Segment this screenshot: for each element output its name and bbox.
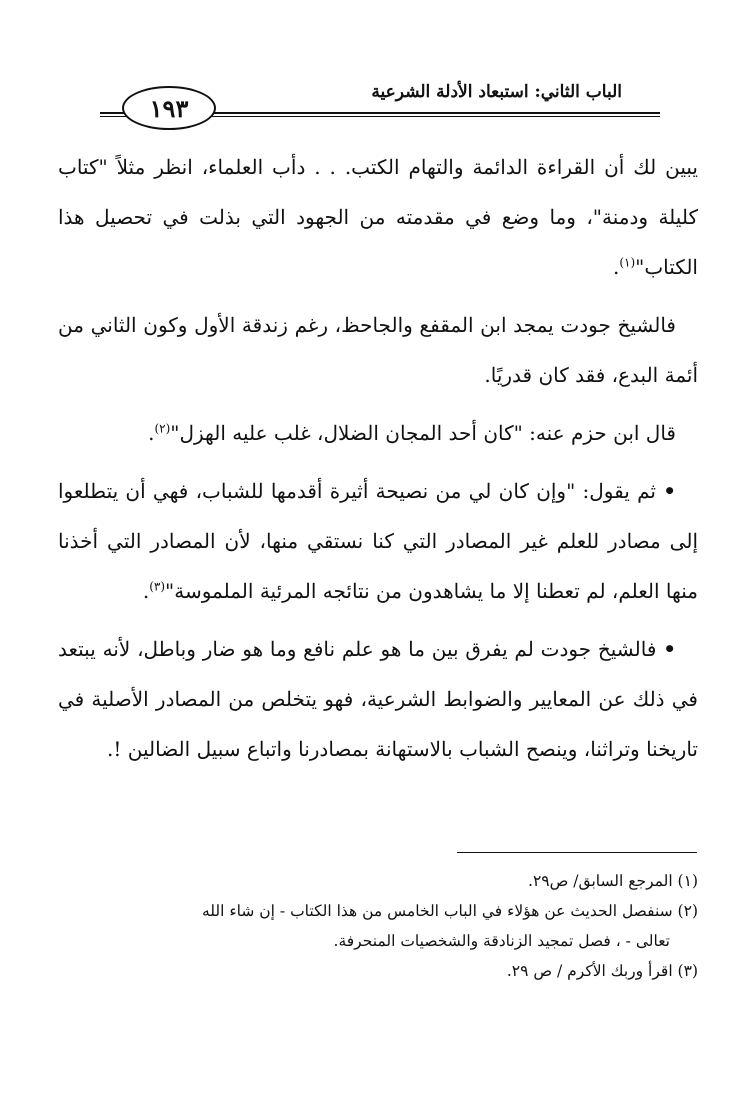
bullet-icon: • xyxy=(663,479,676,503)
footnote-separator xyxy=(457,852,697,853)
footnote-ref-3: (٣) xyxy=(149,579,166,594)
page-number-badge xyxy=(122,86,216,130)
footnote-1: (١) المرجع السابق/ ص٢٩. xyxy=(528,872,698,890)
footnote-ref-1: (١) xyxy=(619,255,636,270)
bullet-icon: • xyxy=(663,637,677,661)
running-title: الباب الثاني: استبعاد الأدلة الشرعية xyxy=(367,82,626,102)
body-text xyxy=(58,142,698,782)
footnote-3: (٣) اقرأ وربك الأكرم / ص ٢٩. xyxy=(506,962,698,980)
footnotes xyxy=(58,866,698,986)
paragraph-5: • فالشيخ جودت لم يفرق بين ما هو علم نافع وما هو ضار وباطل، لأنه يبتعد في ذلك عن المعايير والضوابط الشرعية، فهو يتخلص من المصادر الأصلية في تاريخنا وتراثنا، وينصح الشباب بالاستهانة بمصادرنا واتباع سبيل الضالين !. xyxy=(58,637,698,761)
footnote-ref-2: (٢) xyxy=(154,421,171,436)
footnote-2: (٢) سنفصل الحديث عن هؤلاء في الباب الخامس من هذا الكتاب - إن شاء الله xyxy=(201,902,698,920)
footnote-2-continued: تعالى - ، فصل تمجيد الزنادقة والشخصيات المنحرفة. xyxy=(333,932,670,950)
paragraph-4: • ثم يقول: "وإن كان لي من نصيحة أثيرة أقدمها للشباب، فهي أن يتطلعوا إلى مصادر للعلم غير المصادر التي كنا نستقي منها، لأن المصادر التي أخذنا منها العلم، لم تعطنا إلا ما يشاهدون من نتائجه المرئية الملموسة"$^{(٣)}$. xyxy=(58,479,698,603)
paragraph-3: قال ابن حزم عنه: "كان أحد المجان الضلال، غلب عليه الهزل"$^{(٢)}$. xyxy=(148,421,676,445)
page-number: ١٩٣ xyxy=(149,93,189,123)
paragraph-2: فالشيخ جودت يمجد ابن المقفع والجاحظ، رغم زندقة الأول وكون الثاني من أئمة البدع، فقد كان قدريًا. xyxy=(58,313,698,387)
paragraph-1: يبين لك أن القراءة الدائمة والتهام الكتب. . . دأب العلماء، انظر مثلاً "كتاب كليلة ودمنة"، وما وضع في مقدمته من الجهود التي بذلت في تحصيل هذا الكتاب"$^{(١)}$. xyxy=(58,155,698,279)
page-header xyxy=(100,78,660,130)
